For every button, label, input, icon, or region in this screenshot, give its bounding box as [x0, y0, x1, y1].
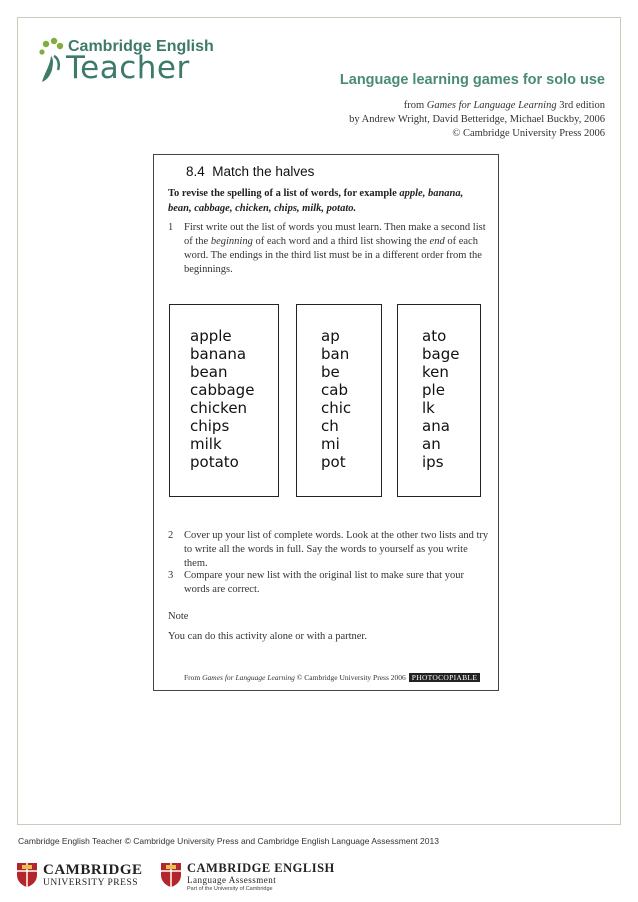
citation-copyright: © Cambridge University Press 2006: [452, 128, 605, 139]
page-title: Language learning games for solo use: [339, 72, 605, 88]
word-beginning-item: ch: [321, 417, 339, 435]
word-ending-item: ips: [422, 453, 444, 471]
footer-book-title: Games for Language Learning: [202, 673, 295, 682]
citation-from: from: [403, 100, 427, 111]
word-ending-item: bage: [422, 345, 460, 363]
section-number: 8.4: [186, 164, 205, 179]
word-beginning-item: be: [321, 363, 340, 381]
word-beginning-item: cab: [321, 381, 348, 399]
cup-subtitle: UNIVERSITY PRESS: [43, 878, 139, 888]
step-text: Compare your new list with the original list to make sure that your words are correct.: [184, 570, 464, 595]
note-heading: Note: [168, 611, 189, 622]
step-number: 2: [168, 530, 174, 541]
full-word-item: bean: [190, 363, 228, 381]
step1-emphasis-beginning: beginning: [210, 236, 253, 247]
step-number: 3: [168, 570, 174, 581]
word-ending-item: an: [422, 435, 441, 453]
brand-line-2: Teacher: [66, 50, 190, 86]
endings-list: [422, 327, 459, 471]
step-2: [168, 529, 490, 573]
step-1: [168, 221, 490, 277]
list-endings: [397, 304, 481, 497]
footer-copyright: © Cambridge University Press 2006: [294, 673, 406, 682]
word-beginning-item: pot: [321, 453, 346, 471]
citation-edition: 3rd edition: [556, 100, 605, 111]
footer-from: From: [184, 673, 203, 682]
word-beginning-item: ap: [321, 327, 340, 345]
full-word-item: potato: [190, 453, 239, 471]
citation-book-line: [349, 99, 605, 113]
activity-card: [153, 154, 499, 691]
word-ending-item: lk: [422, 399, 435, 417]
full-word-item: chicken: [190, 399, 248, 417]
full-word-item: chips: [190, 417, 230, 435]
step1-part-a: First write out the list of words you must learn. Then make a second list of the: [184, 222, 486, 247]
cela-tagline: Part of the University of Cambridge: [187, 886, 273, 892]
photocopiable-badge: PHOTOCOPIABLE: [409, 673, 480, 682]
aim-text: To revise the spelling of a list of words, for example: [168, 188, 400, 199]
citation-book-title: Games for Language Learning: [426, 100, 557, 111]
citation-authors: by Andrew Wright, David Betteridge, Michael Buckby, 2006: [349, 114, 605, 125]
cup-name: CAMBRIDGE: [43, 862, 143, 878]
beginnings-list: [321, 327, 351, 471]
cela-subtitle: Language Assessment: [187, 875, 277, 885]
step-text: Cover up your list of complete words. Look at the other two lists and try to write all the words in full. Say the words to yourself as you write them.: [184, 530, 489, 569]
full-words-list: [190, 327, 254, 471]
word-ending-item: ple: [422, 381, 445, 399]
footer-copyright-line: Cambridge English Teacher © Cambridge University Press and Cambridge English Language Assessment 2013: [18, 836, 439, 846]
step1-emphasis-end: end: [429, 236, 445, 247]
card-footer: [184, 673, 480, 682]
section-title: Match the halves: [212, 164, 315, 179]
word-beginning-item: chic: [321, 399, 352, 417]
source-citation: [349, 99, 605, 141]
cambridge-english-teacher-logo: [38, 36, 228, 92]
cambridge-university-press-logo: [16, 860, 146, 890]
full-word-item: cabbage: [190, 381, 255, 399]
full-word-item: milk: [190, 435, 222, 453]
cambridge-english-assessment-logo: [160, 860, 360, 890]
step1-part-b: of each word and a third list showing the: [252, 236, 430, 247]
cela-name: CAMBRIDGE ENGLISH: [187, 861, 335, 875]
section-heading: [186, 164, 314, 179]
list-beginnings: [296, 304, 382, 497]
word-beginning-item: ban: [321, 345, 350, 363]
aim-example-words: apple, banana, bean, cabbage, chicken, chips, milk, potato.: [168, 188, 464, 214]
word-ending-item: ken: [422, 363, 449, 381]
note-text: You can do this activity alone or with a partner.: [168, 631, 367, 642]
cambridge-shield-icon: [160, 862, 182, 888]
teacher-leaf-icon: [38, 36, 68, 88]
step-3: [168, 569, 490, 599]
word-beginning-item: mi: [321, 435, 340, 453]
cambridge-shield-icon: [16, 862, 38, 888]
step1-part-c: of each word. The endings in the third list must be in a different order from the beginnings.: [184, 236, 482, 275]
step-text: [184, 221, 490, 277]
brand-line-1: Cambridge English: [68, 38, 214, 55]
list-full-words: [169, 304, 279, 497]
full-word-item: banana: [190, 345, 247, 363]
full-word-item: apple: [190, 327, 232, 345]
word-ending-item: ana: [422, 417, 450, 435]
activity-aim: [168, 187, 488, 216]
word-ending-item: ato: [422, 327, 447, 345]
step-number: 1: [168, 222, 174, 233]
